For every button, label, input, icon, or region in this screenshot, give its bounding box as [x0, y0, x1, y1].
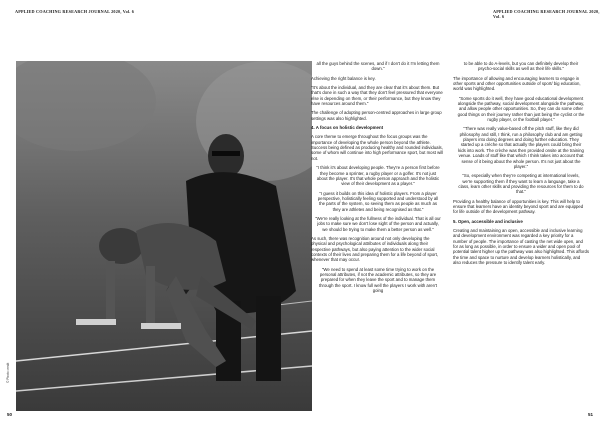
quote: "I think it's about developing people. They're a person first before they become a sprinter, a rugby player or a golfer. It's not just about the player. It's that whole person approach and the holistic view of their development as a player." — [316, 165, 440, 187]
paragraph: Providing a healthy balance of opportunities is key. This will help to ensure that learners have an identity beyond sport and are equipped for life outside of the development pathway. — [453, 198, 584, 215]
quote: "Some sports do it well, they have good educational development alongside the pathway, social development alongside the pathway, and allow people other opportunities. So, they can do some other good things on their journey rather than just being the cyclist or the rugby player, or the football player." — [457, 95, 585, 123]
quote: "There was really value-based off the pitch stuff, like they did philosophy and still, I think, run a philosophy club and am getting players into doing degrees and doing further education. They started up a crèche so that actually the players could bring their kids into work. The crèche was then provided onsite at the training venue. Loads of stuff like that which I think takes into account that sense of it being about the whole person. It's not just about the player." — [458, 126, 584, 169]
coaching-photo — [16, 61, 312, 411]
page-number-left: 50 — [7, 412, 13, 417]
quote: "We're really looking at the fullness of the individual. That is all our jobs to make sure we don't lose sight of the person and actually, we should be trying to make them a better person as well." — [315, 215, 441, 232]
paragraph: "It's about the individual, and they are clear that it's about them. But that's done in such a way that they don't feel pressured that everyone else is depending on them, or their performance, but they know they have resources around them." — [311, 85, 443, 107]
paragraph: The importance of allowing and encouraging learners to engage in other sports and other opportunities outside of sport/ big education, world was highlighted. — [453, 75, 581, 92]
quote: "I guess it builds on this idea of holistic players. From a player perspective, holistically feeling supported and understood by all the parts of the system, so seeing them as people as much as they are athletes and being recognised as that." — [317, 190, 439, 212]
quote: "So, especially when they're competing at international levels, we're supporting them if they want to learn a language, take a class, learn other skills and providing the resources for them to do that." — [458, 173, 584, 195]
text-column-2 — [453, 61, 589, 269]
quote: "We need to spend at least some time trying to work on the personal attributes, if not the academic attributes, so they are prepared for when they leave the sport and to manage them through the sport. I know full well the players I work with aren't going — [318, 266, 438, 294]
section-heading: 5. Open, accessible and inclusive — [453, 218, 523, 224]
paragraph: As such, there was recognition around not only developing the physical and psychological attributes of individuals along their respective pathways, but also paying attention to the wider social contexts of their lives and preparing them for a life beyond of sport, whenever that may occur. — [311, 235, 439, 263]
running-header-right: APPLIED COACHING RESEARCH JOURNAL 2020, Vol. 6 — [493, 9, 600, 19]
page-number-right: 51 — [588, 412, 594, 417]
section-heading: 4. A focus on holistic development — [311, 125, 384, 131]
quote: to be able to do A-levels, but you can definitely develop their psycho-social skills as well as their life skills." — [463, 61, 579, 72]
running-header-left: APPLIED COACHING RESEARCH JOURNAL 2020, Vol. 6 — [15, 9, 135, 14]
paragraph: Achieving the right balance is key. — [311, 75, 376, 81]
paragraph: A core theme to emerge throughout the focus groups was the importance of developing the whole person beyond the athlete. Success being defined as producing healthy and rounded individuals, some of whom will continue into high performance sport, but most will not. — [311, 134, 444, 161]
paragraph: Creating and maintaining an open, accessible and inclusive learning and development environment was regarded a key priority for a number of people. The importance of casting the net wide open, and for as long as possible, in order to ensure a wider and open pool of potential talent higher up the pathway was also highlighted. This affords the time and space to nurture and develop learners holistically, and also reduces the pressure to identify talent early. — [453, 227, 589, 265]
quote: all the guys behind the scenes, and if I don't do it I'm letting them down." — [316, 61, 440, 72]
paragraph: The challenge of adopting person-centred approaches in large group settings was also highlighted. — [311, 110, 442, 121]
photo-credit: © Photo credit — [6, 362, 10, 383]
photo-illustration — [16, 61, 312, 411]
text-column-1 — [311, 61, 445, 297]
